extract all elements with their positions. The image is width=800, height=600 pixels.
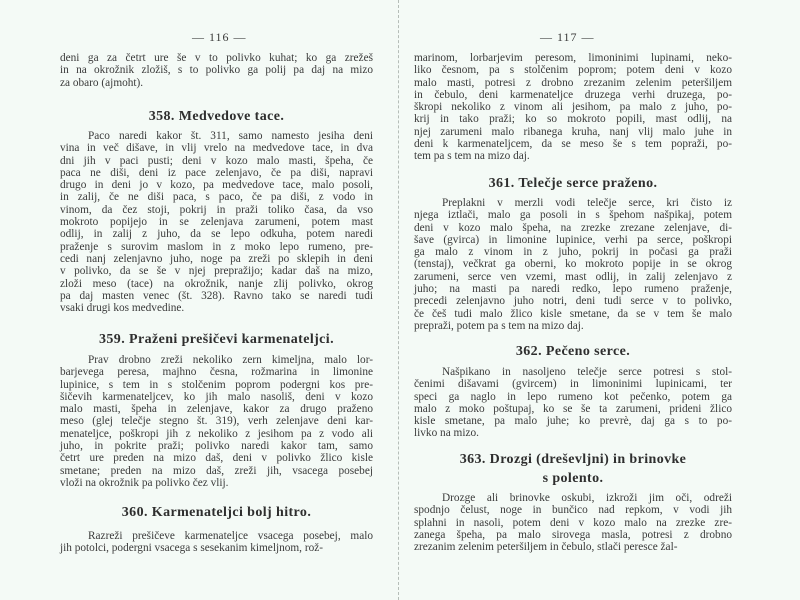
text-line: za obaro (ajmoht). [60,76,144,89]
text-line: tem pa s tem na mizo daj. [414,150,530,163]
text-line: in zalij, če ne diši paca, s paco, če pa diši, z vodo in [60,191,373,204]
recipe-360-heading: 360. Karmenateljci bolj hitro. [121,505,312,520]
text-line: v polivko, da se še v njej prepražijo; kadar daš na mizo, [60,265,373,278]
text-line: četrt ure preden na mizo daš, deni v polivko žlico kisle [60,452,373,465]
book-gutter [398,0,399,600]
text-line: ga malo z vinom in z juho, pokrij in počasi ga praži [414,246,732,259]
text-line: krij in tako praži; ko so mokroto popili, mast odlij, na [414,113,732,126]
text-line: vinom, da čez stoji, pokrij in praži toliko časa, da vso [60,203,373,216]
text-line: cedi nanj zelenjavno juho, noge pa zreži po sklepih in deni [60,252,373,265]
text-line: menateljce, poškropi jih z nekoliko z jesihom pa z vodo ali [60,427,373,440]
text-line: lupinice, s tem in s stolčenim poprom podergni kos pre- [60,378,373,391]
recipe-361-heading: 361. Telečje serce praženo. [488,176,658,191]
text-line: (tenstaj), večkrat ga oberni, ko mokroto popije in se okrog [414,258,732,271]
text-line: livko na mizo. [414,427,479,440]
recipe-363-heading-line2: s polento. [542,471,604,486]
text-line: meso (glej telečje stegno št. 319), verh zelenjave deni kar- [60,415,373,428]
text-line: malo z moko poštupaj, ko se še ta zarumeni, prideni žlico [414,402,732,415]
text-line: Prav drobno zreži nekoliko zern kimeljna, malo lor- [88,354,373,366]
text-line: jih potolci, podergni vsacega s sesekanim kimeljnom, rož- [60,542,324,555]
text-line: praženje s surovim maslom in z moko lepo rumeno, pre- [60,240,373,253]
text-line: zloži meso (tace) na okrožnik, nanje zlij polivko, okrog [60,277,373,290]
continued-paragraph [414,52,732,163]
page-number-left: — 116 — [192,30,247,44]
text-line: vsaki drugi kos medvedine. [60,302,185,315]
text-line: zarumeni, serce ven vzemi, mast odlij, in zalij zelenjavo z [414,270,732,283]
text-line: juho; na masti pa naredi redko, lepo rumeno praženje, [414,283,732,296]
recipe-361-text [414,197,732,332]
text-line: juho, in pokrite praži; polivko naredi kakor tam, samo [60,440,373,453]
recipe-362-heading: 362. Pečeno serce. [515,344,631,359]
text-line: škropi nekoliko z vinom ali jesihom, pa malo z juho, po- [414,101,732,114]
text-line: drugo in deni jo v kozo, pa medvedove tace, malo posoli, [60,179,373,192]
text-line: spodnjo čelust, noge in bunčico nad repkom, v vodi jih [414,504,732,517]
text-line: liko česnom, pa s stolčenim poprom; potem deni v kozo [414,64,732,77]
text-line: barjevega peresa, majhno česna, rožmarina in limonine [60,366,373,379]
recipe-359-heading: 359. Praženi prešičevi karmenateljci. [99,332,334,347]
text-line: njega iztlači, malo ga posoli in s špehom našpikaj, potem [414,209,732,222]
text-line: deni k karmenateljcem, da se meso še s tem popraži, po- [414,138,732,151]
text-line: precedi zelenjavno juho notri, deni tudi serce v to polivko, [414,295,732,308]
text-line: speci ga naglo in lepo rumeno kot pečenko, potem ga [414,390,732,403]
text-line: odlij, in zalij z juho, da se lepo odkuha, potem naredi [60,228,373,241]
recipe-360-text [60,530,373,555]
recipe-358-text [60,130,373,314]
text-line: malo masti, špeha in zelenjave, kakor za drugo praženo [60,403,373,416]
text-line: njej zarumeni malo ribanega kruha, nanj vlij malo juhe in [414,125,732,138]
text-line: zrezanim zelenim peteršiljem in čebulo, stlači peresce žal- [414,541,678,554]
text-line: Razreži prešičeve karmenateljce vsacega posebej, malo [88,530,373,542]
text-line: šičevih karmenateljcev, ko jih malo nasoliš, deni v kozo [60,390,373,403]
text-line: pa daj masten venec (št. 328). Ravno tako se naredi tudi [60,289,373,302]
recipe-359-text [60,354,373,489]
page-number-right: — 117 — [540,30,595,44]
text-line: prepraži, potem pa s tem na mizo daj. [414,319,584,332]
recipe-363-text [414,492,732,553]
text-line: splahni in nasoli, potem deni v kozo malo na zrezke zre- [414,516,732,529]
text-line: Našpikano in nasoljeno telečje serce potresi s stol- [442,366,732,378]
recipe-362-text [414,366,732,440]
text-line: deni v kozo malo špeha, na zrezke zrezane zelenjave, di- [414,221,732,234]
text-line: paca ne diši, deni iz pace zelenjavo, če pa diši, napravi [60,166,373,179]
text-line: Preplakni v merzli vodi telečje serce, kri čisto iz [442,197,732,209]
text-line: in čebulo, deni karmenateljce druzega verhi druzega, po- [414,88,732,101]
text-line: in na okrožnik zložiš, s to polivko ga polij pa daj na mizo [60,64,373,77]
text-line: malo masti, potresi z drobno zrezanim zelenim peteršiljem [414,76,732,89]
text-line: Drozge ali brinovke oskubi, izkroži jim oči, odreži [442,492,732,504]
text-line: smetane; preden na mizo daš, zreži jih, vsacega posebej [60,464,373,477]
text-line: kisle smetane, pa malo juhe; ko prevrè, daj ga s to po- [414,415,732,428]
text-line: deni ga za četrt ure še v to polivko kuhat; ko ga zrežeš [60,52,373,64]
recipe-363-heading: 363. Drozgi (dreševljni) in brinovke [459,452,687,467]
text-line: vloži na okrožnik pa polivko čez vlij. [60,476,229,489]
text-line: zanega špeha, pa malo sirovega masla, potresi z drobno [414,528,732,541]
text-line: dni jih v paci pusti; deni v kozo malo masti, špeha, če [60,154,373,167]
text-line: čenimi dišavami (gvircem) in limoninimi lupinicami, ter [414,378,732,391]
text-line: marinom, lorbarjevim peresom, limoninimi lupinami, neko- [414,52,732,64]
text-line: vina in več dišave, in vlij vrelo na medvedove tace, in dva [60,142,373,155]
recipe-358-heading: 358. Medvedove tace. [148,109,285,124]
text-line: mokroto popijejo in se zelenjava zarumeni, potem mast [60,216,373,229]
text-line: Paco naredi kakor št. 311, samo namesto jesiha deni [88,130,373,142]
text-line: če češ tudi malo žlico kisle smetane, da se v tem še malo [414,307,732,320]
text-line: šave (gvirca) in limonine lupinice, verhi pa serce, poškropi [414,233,732,246]
continued-paragraph [60,52,373,89]
